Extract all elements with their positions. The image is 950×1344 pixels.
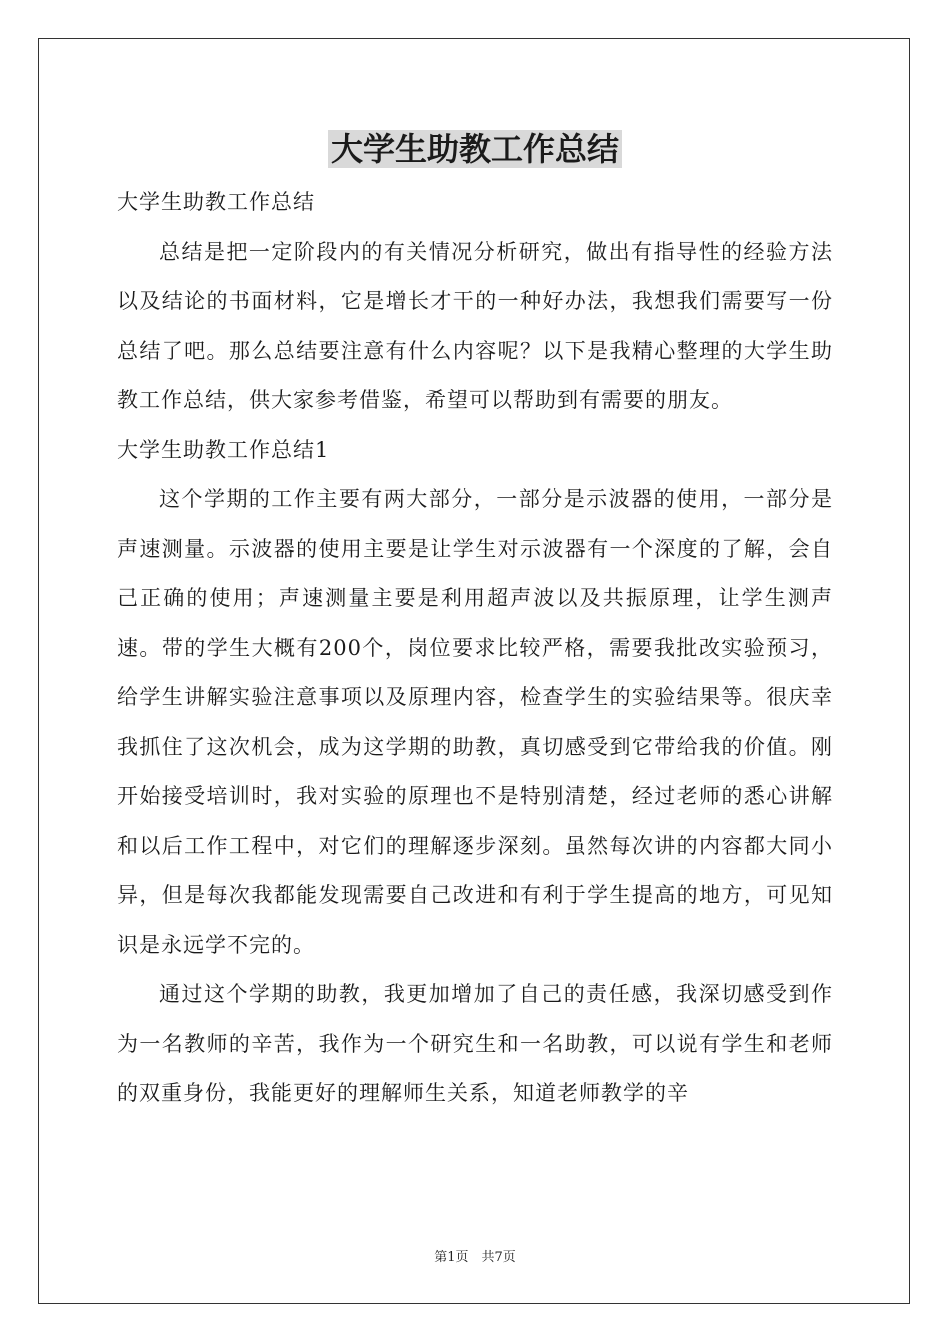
section-heading: 大学生助教工作总结	[117, 190, 315, 214]
body-paragraph: 通过这个学期的助教，我更加增加了自己的责任感，我深切感受到作为一名教师的辛苦，我作为一个研究生和一名助教，可以说有学生和老师的双重身份，我能更好的理解师生关系，知道老师教学的辛	[117, 982, 833, 1105]
document-title	[0, 127, 950, 171]
body-paragraph: 这个学期的工作主要有两大部分，一部分是示波器的使用，一部分是声速测量。示波器的使用主要是让学生对示波器有一个深度的了解，会自己正确的使用；声速测量主要是利用超声波以及共振原理，让学生测声速。带的学生大概有200个，岗位要求比较严格，需要我批改实验预习，给学生讲解实验注意事项以及原理内容，检查学生的实验结果等。很庆幸我抓住了这次机会，成为这学期的助教，真切感受到它带给我的价值。刚开始接受培训时，我对实验的原理也不是特别清楚，经过老师的悉心讲解和以后工作工程中，对它们的理解逐步深刻。虽然每次讲的内容都大同小异，但是每次我都能发现需要自己改进和有利于学生提高的地方，可见知识是永远学不完的。	[117, 487, 833, 957]
body-paragraph: 总结是把一定阶段内的有关情况分析研究，做出有指导性的经验方法以及结论的书面材料，它是增长才干的一种好办法，我想我们需要写一份总结了吧。那么总结要注意有什么内容呢？以下是我精心整理的大学生助教工作总结，供大家参考借鉴，希望可以帮助到有需要的朋友。	[117, 239, 833, 412]
page-footer: 第1页 共7页	[434, 1250, 516, 1265]
document-title-text: 大学生助教工作总结	[328, 130, 622, 168]
section-heading: 大学生助教工作总结1	[117, 437, 330, 462]
document-body	[117, 178, 833, 1119]
